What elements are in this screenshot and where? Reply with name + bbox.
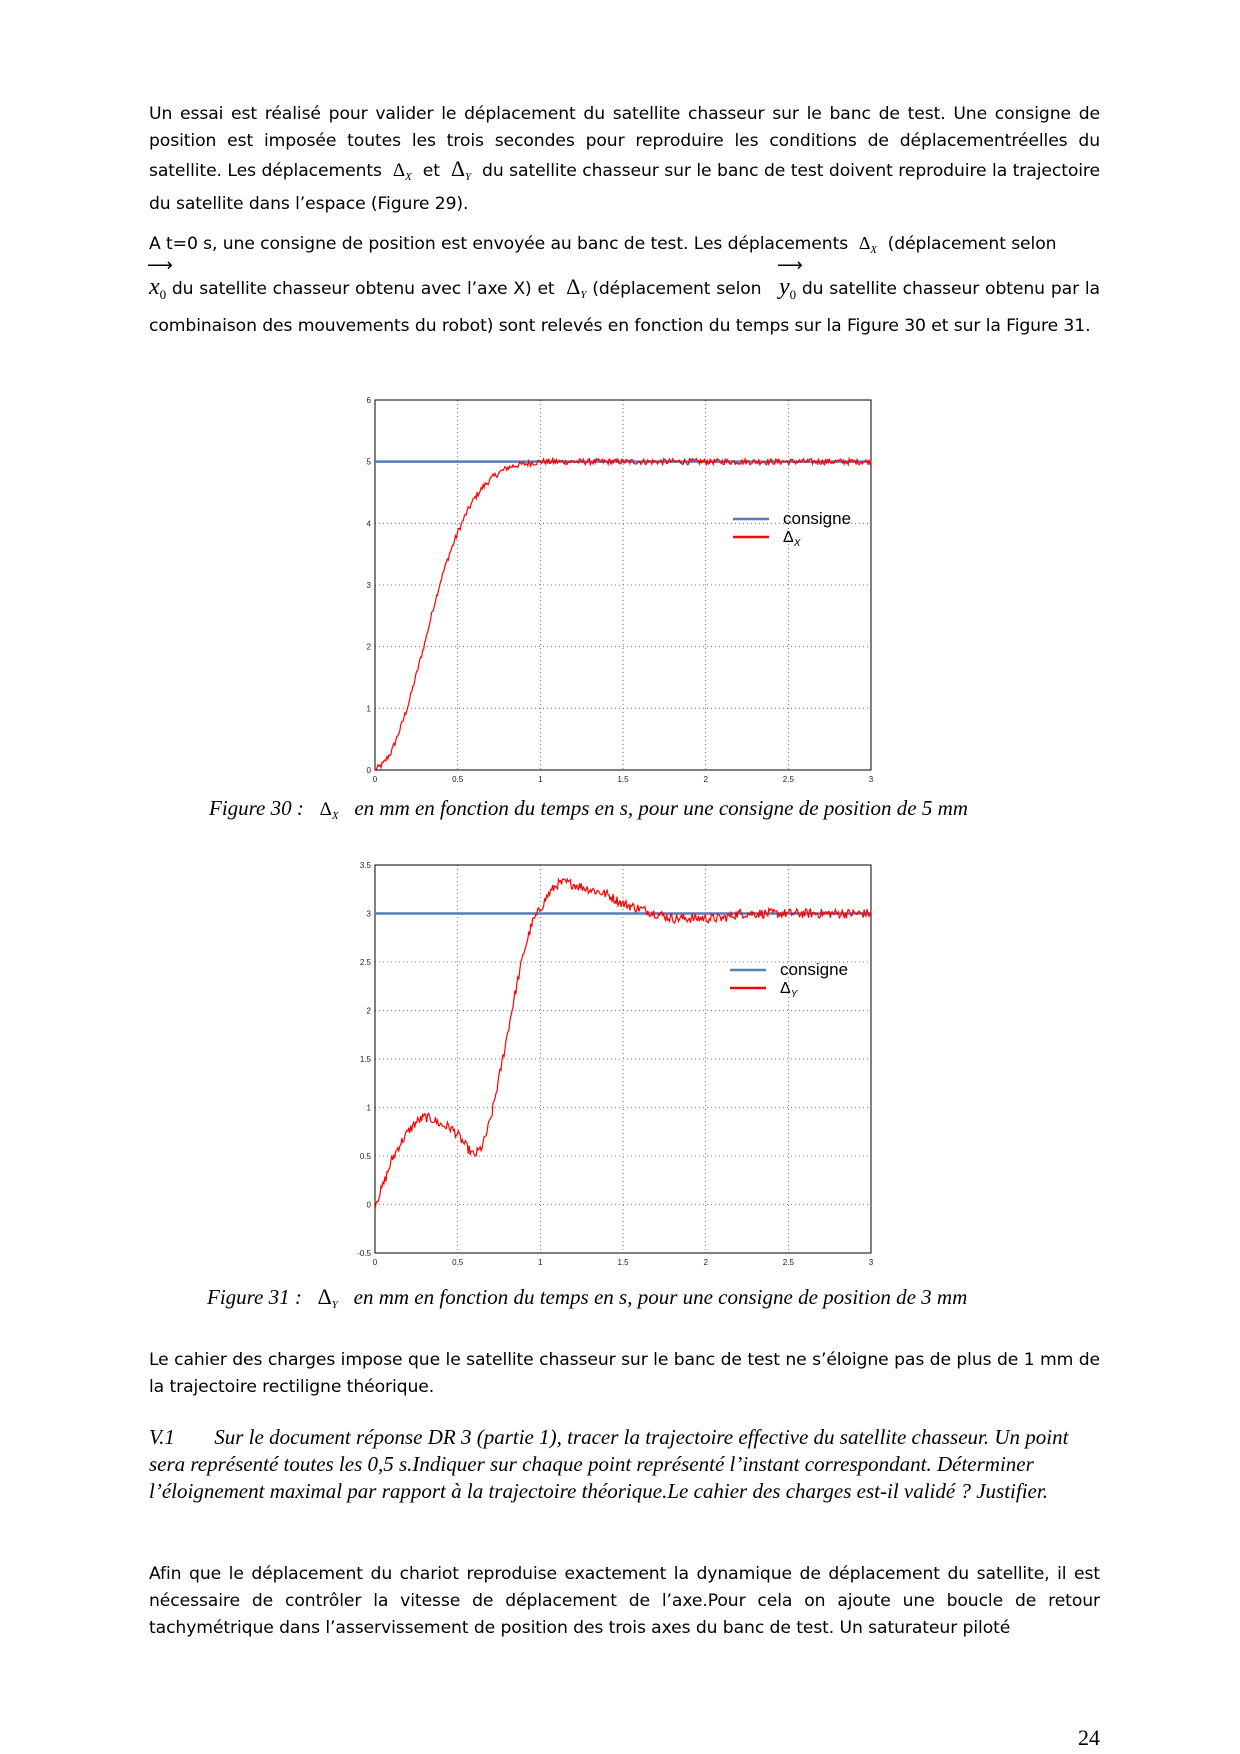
x-tick-label: 3 xyxy=(868,1258,874,1267)
figure-30-caption xyxy=(209,796,968,822)
y-tick-label: 3 xyxy=(366,581,371,590)
series-measured-line xyxy=(375,879,871,1209)
legend-label-consigne: consigne xyxy=(780,960,849,979)
figure-31-label: Figure 31 : xyxy=(207,1285,302,1309)
series-measured-line xyxy=(375,459,871,771)
y-tick-label: 1 xyxy=(366,704,371,714)
y0-vector: ⟶ $y_0$ xyxy=(777,255,803,302)
page-number: 24 xyxy=(1078,1725,1100,1750)
figure-31-chart xyxy=(357,860,880,1270)
intro-text-1: Un essai est réalisé pour valider le déplacement du satellite chasseur sur le banc de test. Une consigne de position est imposée toutes les trois secondes pour reproduire les conditions de déplacementréelles du satellite. Les déplacements xyxy=(149,104,1100,181)
y-tick-label: 4 xyxy=(366,519,371,529)
y-tick-label: 2.5 xyxy=(359,958,371,967)
y-tick-label: 5 xyxy=(366,457,371,467)
intro-text-3: du satellite chasseur sur le banc de test doivent reproduire la trajectoire du satellite dans l’espace (Figure 29). xyxy=(149,161,1100,214)
delta-x-symbol-2: $\Delta_X$ xyxy=(858,233,877,256)
y-tick-label: 2 xyxy=(366,1006,371,1016)
y-tick-label: 0 xyxy=(366,1200,371,1210)
y-tick-label: 6 xyxy=(366,396,371,405)
figure-30-chart xyxy=(360,395,880,790)
y-tick-label: 1 xyxy=(366,1103,371,1113)
x0-vector: ⟶ $x_0$ xyxy=(147,255,173,302)
intro-text-2: et xyxy=(422,161,440,181)
x-tick-label: 1 xyxy=(538,1258,543,1267)
y-tick-label: -0.5 xyxy=(357,1249,371,1258)
legend-label-delta: $\Delta_X$ xyxy=(783,529,801,549)
intro-paragraph xyxy=(149,101,1100,218)
measure-text-1: A t=0 s, une consigne de position est envoyée au banc de test. Les déplacements xyxy=(149,234,849,254)
question-number: V.1 xyxy=(149,1425,175,1449)
delta-y-symbol: $\Delta_Y$ xyxy=(450,156,471,183)
y-tick-label: 0 xyxy=(366,766,371,775)
x-tick-label: 2 xyxy=(703,775,708,784)
figure-31-delta: $\Delta_Y$ xyxy=(317,1284,338,1311)
measure-text-2: (déplacement selon xyxy=(887,234,1057,254)
y-tick-label: 1.5 xyxy=(359,1055,371,1064)
x-tick-label: 2.5 xyxy=(782,1258,794,1267)
x-tick-label: 2.5 xyxy=(782,775,794,784)
figure-30-label: Figure 30 : xyxy=(209,796,304,820)
x-tick-label: 3 xyxy=(868,775,874,784)
figure-30-caption-text: en mm en fonction du temps en s, pour une consigne de position de 5 mm xyxy=(354,796,968,820)
x-tick-label: 0 xyxy=(372,1258,378,1267)
delta-x-symbol: $\Delta_X$ xyxy=(392,160,412,183)
requirements-paragraph: Le cahier des charges impose que le satellite chasseur sur le banc de test ne s’éloigne pas de plus de 1 mm de la trajectoire rectiligne théorique. xyxy=(149,1350,1100,1397)
figure-31-caption-text: en mm en fonction du temps en s, pour une consigne de position de 3 mm xyxy=(353,1285,968,1309)
question-v1 xyxy=(149,1424,1100,1505)
x-tick-label: 2 xyxy=(703,1258,708,1267)
y-tick-label: 3 xyxy=(366,909,371,919)
measure-text-5: du satellite chasseur obtenu par la combinaison des mouvements du robot) sont relevés en fonction du temps sur la Figure 30 et sur la Figure 31. xyxy=(149,279,1100,336)
x-tick-label: 1.5 xyxy=(617,1258,629,1267)
measurement-paragraph xyxy=(149,228,1100,342)
measure-text-3: du satellite chasseur obtenu avec l’axe X) et xyxy=(171,279,555,299)
tachometric-paragraph: Afin que le déplacement du chariot reproduise exactement la dynamique de déplacement du satellite, il est nécessaire de contrôler la vitesse de déplacement de l’axe.Pour cela on ajoute une boucle de retour tachymétrique dans l’asservissement de position des trois axes du banc de test. Un saturateur piloté xyxy=(149,1564,1100,1638)
question-text: Sur le document réponse DR 3 (partie 1), tracer la trajectoire effective du satellite chasseur. Un point sera représenté toutes les 0,5 s.Indiquer sur chaque point représenté l’instant correspondant. Déterminer l’éloignement maximal par rapport à la trajectoire théorique.Le cahier des charges est-il validé ? Justifier. xyxy=(149,1425,1069,1503)
measure-text-4: (déplacement selon xyxy=(592,279,762,299)
x-tick-label: 0 xyxy=(372,775,378,784)
x-tick-label: 0.5 xyxy=(452,1258,464,1267)
x-tick-label: 1.5 xyxy=(617,775,629,784)
y-tick-label: 3.5 xyxy=(359,861,371,870)
legend-label-delta: $\Delta_Y$ xyxy=(780,980,798,1000)
y-tick-label: 0.5 xyxy=(359,1152,371,1161)
delta-y-symbol-2: $\Delta_Y$ xyxy=(566,274,587,301)
legend-label-consigne: consigne xyxy=(783,509,852,528)
figure-31-caption xyxy=(207,1284,967,1311)
figure-30-delta: $\Delta_X$ xyxy=(319,799,339,822)
x-tick-label: 0.5 xyxy=(452,775,464,784)
chart-legend xyxy=(733,509,851,549)
x-tick-label: 1 xyxy=(538,775,543,784)
chart-legend xyxy=(730,960,848,1000)
y-tick-label: 2 xyxy=(366,642,371,652)
